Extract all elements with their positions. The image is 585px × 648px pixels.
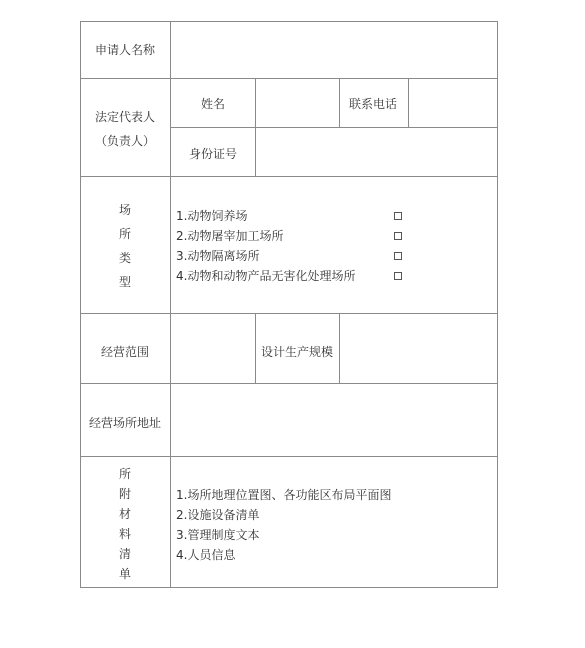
materials-item: 2.设施设备清单: [176, 508, 260, 522]
site-type-label-char: 类: [118, 251, 132, 265]
legal-rep-sublabel: （负责人）: [94, 134, 156, 148]
legal-rep-label: 法定代表人: [94, 110, 156, 124]
site-type-checkbox[interactable]: [394, 272, 402, 280]
phone-field[interactable]: [409, 79, 497, 127]
business-scope-label: 经营范围: [100, 345, 150, 359]
site-type-option: 3.动物隔离场所: [176, 249, 260, 263]
materials-label-char: 所: [118, 467, 132, 481]
name-label: 姓名: [200, 97, 226, 111]
production-capacity-label: 设计生产规模: [260, 345, 334, 359]
table-border-right: [497, 21, 498, 588]
application-form-table: [80, 21, 498, 588]
phone-label: 联系电话: [348, 97, 398, 111]
production-capacity-field[interactable]: [340, 314, 497, 383]
site-type-option: 2.动物屠宰加工场所: [176, 229, 284, 243]
materials-label-char: 附: [118, 487, 132, 501]
table-border-bottom: [80, 587, 498, 588]
materials-item: 4.人员信息: [176, 548, 236, 562]
name-field[interactable]: [256, 79, 339, 127]
site-type-label-char: 场: [118, 203, 132, 217]
site-type-option: 1.动物饲养场: [176, 209, 248, 223]
table-border-left: [80, 21, 81, 588]
materials-label-char: 材: [118, 507, 132, 521]
id-number-field[interactable]: [256, 128, 497, 176]
business-scope-field[interactable]: [171, 314, 255, 383]
col-divider: [255, 313, 256, 383]
business-address-field[interactable]: [171, 384, 497, 456]
site-type-checkbox[interactable]: [394, 252, 402, 260]
site-type-option: 4.动物和动物产品无害化处理场所: [176, 269, 356, 283]
business-address-label: 经营场所地址: [88, 416, 162, 430]
site-type-checkbox[interactable]: [394, 212, 402, 220]
materials-label-char: 料: [118, 527, 132, 541]
row-divider: [80, 456, 498, 457]
applicant-name-field[interactable]: [171, 22, 497, 78]
id-number-label: 身份证号: [188, 147, 238, 161]
materials-item: 3.管理制度文本: [176, 528, 260, 542]
col-divider: [339, 78, 340, 127]
site-type-label-char: 型: [118, 275, 132, 289]
applicant-name-label: 申请人名称: [94, 43, 156, 57]
materials-label-char: 清: [118, 547, 132, 561]
materials-label-char: 单: [118, 567, 132, 581]
label-column-divider: [170, 21, 171, 588]
site-type-label-char: 所: [118, 227, 132, 241]
row-divider: [80, 176, 498, 177]
materials-item: 1.场所地理位置图、各功能区布局平面图: [176, 488, 392, 502]
site-type-checkbox[interactable]: [394, 232, 402, 240]
